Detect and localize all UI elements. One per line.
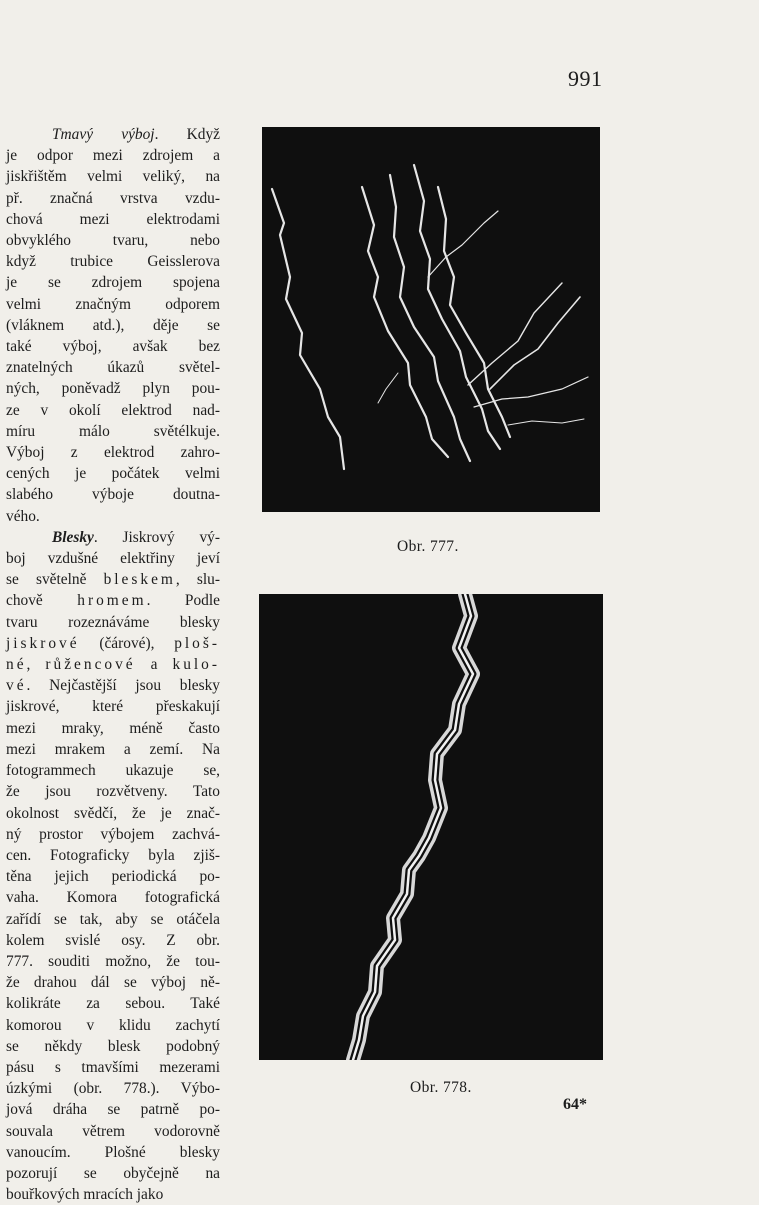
text-run: okolnost svědčí, že je znač-	[6, 804, 220, 822]
text-run: jová dráha se patrně po-	[6, 1101, 220, 1119]
text-run: růžencové	[45, 656, 136, 674]
text-run: pozorují se obyčejně na	[6, 1164, 220, 1182]
text-line	[6, 887, 220, 908]
text-line	[6, 1078, 220, 1099]
text-line	[6, 166, 220, 187]
text-run: se světelně	[6, 571, 104, 589]
text-line	[6, 675, 220, 696]
text-run: ,	[26, 656, 46, 674]
text-run: souvala větrem vodorovně	[6, 1122, 220, 1140]
text-run: 777. souditi možno, že tou-	[6, 952, 220, 970]
text-run: cených je počátek velmi	[6, 465, 220, 483]
text-line	[6, 1036, 220, 1057]
text-run: . Když	[154, 126, 220, 143]
text-run: fotogrammech ukazuje se,	[6, 762, 220, 780]
text-run: jiskřištěm velmi veliký, na	[6, 168, 220, 186]
text-run: mezi mrakem a zemí. Na	[6, 740, 220, 758]
text-line	[6, 272, 220, 293]
text-run: vanoucím. Plošné blesky	[6, 1143, 220, 1161]
text-line	[6, 145, 220, 166]
text-run: kolikráte za sebou. Také	[6, 995, 220, 1013]
text-line	[6, 803, 220, 824]
text-run: že jsou rozvětveny. Tato	[6, 783, 220, 801]
text-line	[6, 718, 220, 739]
text-run: obvyklého tvaru, nebo	[6, 232, 220, 250]
text-run: zařídí se tak, aby se otáčela	[6, 910, 220, 928]
text-line	[6, 1121, 220, 1142]
text-line	[6, 421, 220, 442]
text-line	[6, 1015, 220, 1036]
text-line	[6, 696, 220, 717]
text-line	[6, 824, 220, 845]
text-line	[6, 569, 220, 590]
text-line	[6, 251, 220, 272]
text-run: vé	[6, 677, 27, 695]
text-line	[6, 484, 220, 505]
text-run: mezi mraky, méně často	[6, 719, 220, 737]
text-line	[6, 294, 220, 315]
text-line	[6, 1163, 220, 1184]
text-run: ný prostor výbojem zachvá-	[6, 825, 220, 843]
text-run: komorou v klidu zachytí	[6, 1016, 220, 1034]
text-line	[6, 993, 220, 1014]
text-run: také výboj, avšak bez	[6, 338, 220, 356]
text-run: . Nejčastější jsou blesky	[26, 677, 220, 695]
text-run: chová mezi elektrodami	[6, 210, 220, 228]
text-run: Tmavý výboj	[52, 126, 155, 143]
text-line	[6, 1184, 220, 1205]
text-run: slabého výboje doutna-	[6, 486, 220, 504]
text-line	[6, 951, 220, 972]
text-line	[6, 506, 220, 527]
text-line	[6, 909, 220, 930]
text-line	[6, 930, 220, 951]
text-run: bouřkových mracích jako	[6, 1186, 164, 1204]
text-run: (vláknem atd.), děje se	[6, 316, 220, 334]
text-run: chově	[6, 592, 78, 610]
text-run: Blesky	[52, 528, 94, 546]
text-line	[6, 548, 220, 569]
text-line	[6, 590, 220, 611]
text-run: vého.	[6, 507, 40, 525]
text-line	[6, 209, 220, 230]
text-run: je se zdrojem spojena	[6, 274, 220, 292]
figure-777-caption: Obr. 777.	[397, 538, 459, 555]
text-line	[6, 124, 220, 145]
text-run: . Podle	[146, 592, 220, 610]
text-run: hromem	[77, 592, 147, 610]
text-line	[6, 1099, 220, 1120]
text-line	[6, 612, 220, 633]
text-run: ných, poněvadž plyn pou-	[6, 380, 220, 398]
text-run: tvaru rozeznáváme blesky	[6, 613, 220, 631]
text-run: pásu s tmavšími mezerami	[6, 1058, 220, 1076]
lightning-branches-image	[262, 127, 600, 512]
text-line	[6, 378, 220, 399]
text-run: , slu-	[175, 571, 220, 589]
text-line	[6, 781, 220, 802]
text-line	[6, 527, 220, 548]
text-run: kulo-	[172, 656, 221, 674]
text-run: ploš-	[174, 634, 220, 652]
text-run: (čárové),	[79, 634, 175, 652]
text-run: míru málo světélkuje.	[6, 422, 220, 440]
text-run: cen. Fotograficky byla zjiš-	[6, 846, 220, 864]
text-run: jiskrové	[6, 634, 80, 652]
text-run: boj vzdušné elektřiny jeví	[6, 550, 220, 568]
text-line	[6, 442, 220, 463]
text-run: velmi značným odporem	[6, 295, 220, 313]
text-line	[6, 633, 220, 654]
text-run: těna jejich periodická po-	[6, 868, 220, 886]
text-run: když trubice Geisslerova	[6, 253, 220, 271]
lightning-band-image	[259, 594, 603, 1060]
figure-777-photo	[262, 127, 600, 512]
text-run: kolem svislé osy. Z obr.	[6, 931, 220, 949]
text-run: ze v okolí elektrod nad-	[6, 401, 220, 419]
text-run: vaha. Komora fotografická	[6, 889, 220, 907]
page-number: 991	[568, 66, 603, 91]
text-line	[6, 400, 220, 421]
text-run: se někdy blesk podobný	[6, 1037, 220, 1055]
text-line	[6, 845, 220, 866]
printer-signature-mark: 64*	[563, 1096, 587, 1113]
text-run: úzkými (obr. 778.). Výbo-	[6, 1080, 220, 1098]
text-run: Výboj z elektrod zahro-	[6, 444, 220, 462]
body-text-column	[6, 124, 220, 1205]
text-run: bleskem	[103, 571, 176, 589]
text-line	[6, 463, 220, 484]
text-line	[6, 654, 220, 675]
text-line	[6, 230, 220, 251]
text-line	[6, 972, 220, 993]
text-line	[6, 1057, 220, 1078]
figure-778-caption: Obr. 778.	[410, 1079, 472, 1096]
text-run: . Jiskrový vý-	[93, 528, 220, 546]
text-run: né	[6, 656, 27, 674]
text-run: že drahou dál se výboj ně-	[6, 974, 220, 992]
text-line	[6, 188, 220, 209]
figure-778-photo	[259, 594, 603, 1060]
text-line	[6, 357, 220, 378]
text-line	[6, 760, 220, 781]
text-run: je odpor mezi zdrojem a	[6, 147, 220, 165]
text-line	[6, 866, 220, 887]
text-run: znatelných úkazů světel-	[6, 359, 220, 377]
text-line	[6, 739, 220, 760]
text-run: př. značná vrstva vzdu-	[6, 189, 220, 207]
text-line	[6, 336, 220, 357]
text-line	[6, 315, 220, 336]
text-line	[6, 1142, 220, 1163]
text-run: a	[135, 656, 173, 674]
text-run: jiskrové, které přeskakují	[6, 698, 220, 716]
